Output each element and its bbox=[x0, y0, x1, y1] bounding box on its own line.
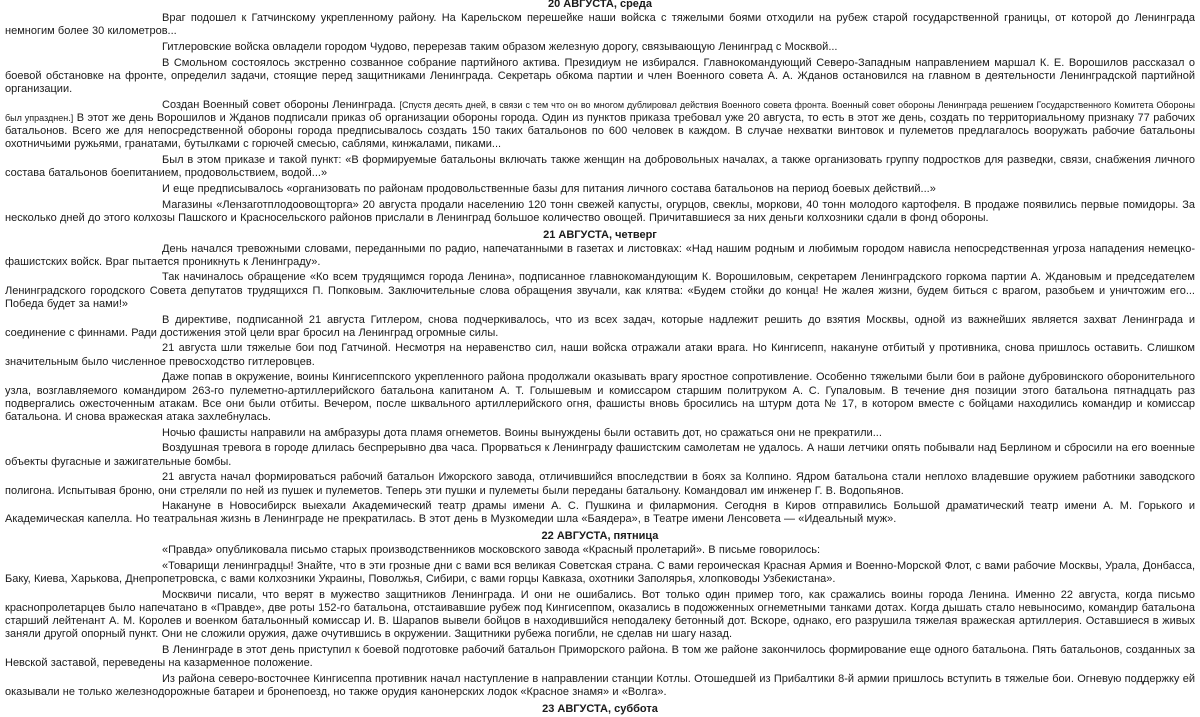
paragraph: Из района северо-восточнее Кингисеппа противник начал наступление в направлении станции Котлы. Отошедшей из Прибалтики 8-й армии пришлось вступить в тяжелые бои. Огневую поддержку ей оказывали не только железнодорожные батареи и бронепоезд, но также орудия канонерских лодок «Красное знамя» и «Волга». bbox=[5, 672, 1195, 699]
paragraph: Был в этом приказе и такой пункт: «В формируемые батальоны включать также женщин на добровольных началах, а также организовать группу подростков для разведки, связи, снабжения личного состава батальонов боепитанием, продовольствием, водой...» bbox=[5, 154, 1195, 180]
paragraph: Гитлеровские войска овладели городом Чудово, перерезав таким образом железную дорогу, связывающую Ленинград с Москвой... bbox=[162, 40, 838, 53]
paragraph: В Смольном состоялось экстренно созванное собрание партийного актива. Президиум не избирался. Главнокомандующий Северо-Западным направлением маршал К. Е. Ворошилов рассказал о боевой обстановке на фронте, определил задачи, стоящие перед защитниками Ленинграда. Секретарь обкома партии и член Военного совета А. А. Жданов остановился на главном в деятельности Ленинградской партийной организации. bbox=[5, 56, 1195, 96]
paragraph-with-note bbox=[5, 99, 1195, 152]
paragraph: 21 августа начал формироваться рабочий батальон Ижорского завода, отличившийся впоследствии в боях за Колпино. Ядром батальона стали неплохо владевшие оружием работники заводского полигона. Испытывая броню, они стреляли по ней из пушек и пулеметов. Теперь эти пушки и пулеметы были переданы батальону. Командовал им инженер Г. В. Водопьянов. bbox=[5, 471, 1195, 497]
paragraph: «Товарищи ленинградцы! Знайте, что в эти грозные дни с вами вся великая Советская страна. С вами героическая Красная Армия и Военно-Морской Флот, с вами рабочие Москвы, Урала, Донбасса, Баку, Киева, Харькова, Днепропетровска, с вами колхозники Украины, Поволжья, Сибири, с вами горцы Кавказа, охотники Заполярья, хлопководы Узбекистана». bbox=[5, 559, 1195, 586]
paragraph: Даже попав в окружение, воины Кингисеппского укрепленного района продолжали оказывать врагу яростное сопротивление. Особенно тяжелыми были бои в районе дубровинского оборонительного узла, возглавляемого командиром 263-го пулеметно-артиллерийского батальона капитаном А. Т. Голышевым и комиссаром старшим политруком А. С. Гупаловым. В течение дня позиции этого батальона пятнадцать раз подвергались ожесточенным атакам. Все они были отбиты. Вечером, после шквального артиллерийского огня, фашисты вновь бросились на штурм дота № 17, в котором вместе с бойцами находились командир и комиссар батальона. И снова вражеская атака захлебнулась. bbox=[5, 371, 1195, 423]
paragraph: Магазины «Лензаготплодоовощторга» 20 августа продали населению 120 тонн свежей капусты, огурцов, свеклы, моркови, 40 тонн молодого картофеля. В продаже появились первые помидоры. За несколько дней до этого колхозы Пашского и Красносельского районов прислали в Ленинград большое количество овощей. Причитавшиеся за них деньги колхозники сдали в фонд обороны. bbox=[5, 198, 1195, 224]
footnote-text: [Спустя десять дней, в связи с тем что он во многом дублировал действия Военного совета фронта. Военный совет обороны Ленинграда решением Государственного Комитета Обороны был упразднен.] bbox=[5, 99, 1195, 123]
paragraph-rest-text: В этот же день Ворошилов и Жданов подписали приказ об организации обороны города. Один из пунктов приказа требовал уже 20 августа, то есть в этот же день, создать по территориальному признаку 77 рабочих батальонов. Всего же для непосредственной обороны города предписывалось создать 150 таких батальонов по 600 человек в каждом. В случае нехватки винтовок и пулеметов предлагалось вооружать рабочие батальоны охотничьими ружьями, гранатами, бутылками с горючей смесью, саблями, кинжалами, пиками... bbox=[5, 111, 1195, 151]
section-heading-aug-22: 22 АВГУСТА, пятница bbox=[541, 530, 659, 543]
section-heading-aug-20: 20 АВГУСТА, среда bbox=[547, 0, 653, 10]
paragraph: Москвичи писали, что верят в мужество защитников Ленинграда. И они не ошибались. Вот только один пример того, как сражались воины города Ленина. Именно 22 августа, когда письмо краснопролетарцев было напечатано в «Правде», две роты 152-го батальона, отстаивавшие рубеж под Кингисеппом, оказались в подожженных огнеметными танками дотах. Когда дышать стало невыносимо, командир батальона старший лейтенант А. М. Королев и военком батальонный комиссар И. В. Шарапов вывели бойцов в находившийся неподалеку бетонный дот. Вскоре, однако, его разрушила тяжелая вражеская артиллерия. Оставшиеся в живых заняли другой опорный пункт. Они не сложили оружия, даже очутившись в окружении. Защитники рубежа погибли, не сделав ни шагу назад. bbox=[5, 588, 1195, 641]
paragraph: 21 августа шли тяжелые бои под Гатчиной. Несмотря на неравенство сил, наши войска отражали атаки врага. Но Кингисепп, накануне отбитый у противника, снова пришлось оставить. Слишком значительным было численное превосходство гитлеровцев. bbox=[5, 342, 1195, 368]
paragraph: Воздушная тревога в городе длилась беспрерывно два часа. Прорваться к Ленинграду фашистским самолетам не удалось. А наши летчики опять побывали над Берлином и сбросили на его военные объекты фугасные и зажигательные бомбы. bbox=[5, 442, 1195, 468]
paragraph: День начался тревожными словами, переданными по радио, напечатанными в газетах и листовках: «Над нашим родным и любимым городом нависла непосредственная угроза нападения немецко-фашистских войск. Враг пытается проникнуть к Ленинграду». bbox=[5, 242, 1195, 268]
paragraph: «Правда» опубликовала письмо старых производственников московского завода «Красный пролетарий». В письме говорилось: bbox=[162, 544, 821, 557]
paragraph: И еще предписывалось «организовать по районам продовольственные базы для питания личного состава батальонов на период боевых действий...» bbox=[162, 182, 936, 195]
paragraph-main-text: Создан Военный совет обороны Ленинграда. bbox=[162, 98, 396, 111]
section-heading-aug-23: 23 АВГУСТА, суббота bbox=[542, 702, 658, 715]
paragraph: Накануне в Новосибирск выехали Академический театр драмы имени А. С. Пушкина и филармония. Сегодня в Киров отправились Большой драматический театр имени А. М. Горького и Академическая капелла. Но театральная жизнь в Ленинграде не прекратилась. В этот день в Музкомедии шла «Баядера», в Театре имени Ленсовета — «Идеальный муж». bbox=[5, 500, 1195, 526]
section-heading-aug-21: 21 АВГУСТА, четверг bbox=[543, 228, 657, 241]
paragraph: Враг подошел к Гатчинскому укрепленному району. На Карельском перешейке наши войска с тяжелыми боями отходили на рубеж старой государственной границы, от которой до Ленинграда немногим более 30 километров... bbox=[5, 12, 1195, 38]
paragraph: В Ленинграде в этот день приступил к боевой подготовке рабочий батальон Приморского района. В том же районе закончилось формирование еще одного батальона. Пять батальонов, созданных за Невской заставой, переведены на казарменное положение. bbox=[5, 644, 1195, 670]
paragraph: Ночью фашисты направили на амбразуры дота пламя огнеметов. Воины вынуждены были оставить дот, но сражаться они не прекратили... bbox=[162, 426, 882, 439]
paragraph: В директиве, подписанной 21 августа Гитлером, снова подчеркивалось, что из всех задач, которые надлежит решить до взятия Москвы, одной из важнейших является захват Ленинграда и соединение с финнами. Ради достижения этой цели враг бросил на Ленинград огромные силы. bbox=[5, 313, 1195, 339]
paragraph: Так начиналось обращение «Ко всем трудящимся города Ленина», подписанное главнокомандующим К. Ворошиловым, секретарем Ленинградского горкома партии А. Ждановым и председателем Ленинградского городского Совета депутатов трудящихся П. Попковым. Заключительные слова обращения звучали, как клятва: «Будем стойки до конца! Не жалея жизни, будем биться с врагом, разобьем и уничтожим его... Победа будет за нами!» bbox=[5, 271, 1195, 310]
